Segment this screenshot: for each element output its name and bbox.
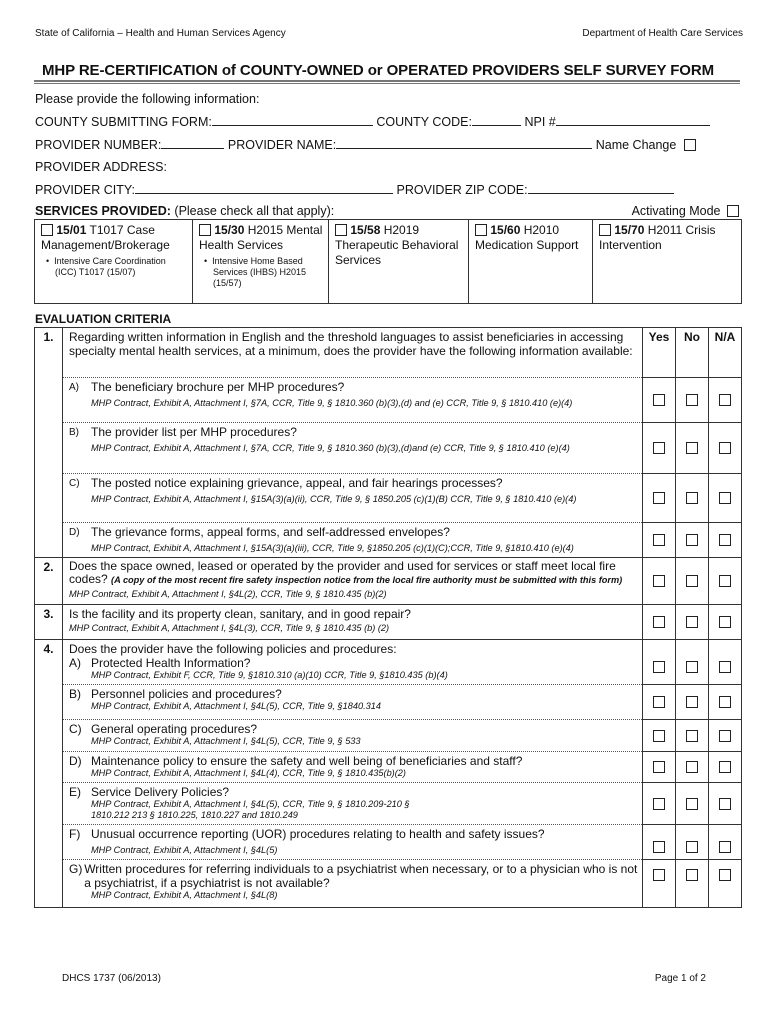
provider-zip-label: PROVIDER ZIP CODE: [396,183,528,197]
sub-reference: MHP Contract, Exhibit A, Attachment I, §4L(8) [91,890,278,900]
na-checkbox[interactable] [719,492,731,504]
no-checkbox[interactable] [686,661,698,673]
question-text [63,328,643,378]
no-checkbox[interactable] [686,841,698,853]
sub-label: D) [69,527,80,538]
question-row-4f [35,825,742,860]
no-checkbox[interactable] [686,730,698,742]
na-checkbox[interactable] [719,616,731,628]
page-number: Page 1 of 2 [654,973,706,984]
intro-text: Please provide the following information: [35,92,260,106]
question-row-1b [35,423,742,474]
col-no: No [676,328,709,378]
service-15-60 [469,220,593,304]
county-code-label: COUNTY CODE: [376,115,472,129]
yes-checkbox[interactable] [653,730,665,742]
question-2-reference: MHP Contract, Exhibit A, Attachment I, §4L(2), CCR, Title 9, § 1810.435 (b)(2) [69,589,387,599]
provider-number-label: PROVIDER NUMBER: [35,138,162,152]
npi-field[interactable] [556,115,710,126]
service-subitem-text: Intensive Care Coordination (ICC) T1017 (15/07) [54,256,166,277]
yes-checkbox[interactable] [653,761,665,773]
evaluation-table [34,327,742,908]
yes-checkbox[interactable] [653,534,665,546]
sub-label: C) [69,722,82,736]
row-county [35,115,710,129]
no-checkbox[interactable] [686,761,698,773]
no-checkbox[interactable] [686,492,698,504]
yes-checkbox[interactable] [653,442,665,454]
service-15-58 [329,220,469,304]
question-row-4a [35,640,742,685]
sub-label: B) [69,687,81,701]
col-yes: Yes [643,328,676,378]
service-15-70-checkbox[interactable] [599,224,611,236]
question-number: 4. [35,640,63,685]
question-row-1 [35,328,742,378]
sub-text: Maintenance policy to ensure the safety and well being of beneficiaries and staff? [91,754,523,768]
services-table [34,219,742,304]
service-code: 15/60 [490,223,521,237]
question-3-reference: MHP Contract, Exhibit A, Attachment I, §4L(3), CCR, Title 9, § 1810.435 (b) (2) [69,623,390,633]
sub-label: E) [69,785,81,799]
na-checkbox[interactable] [719,442,731,454]
services-instruction: (Please check all that apply): [174,204,335,218]
service-code: 15/70 [614,223,645,237]
sub-reference: MHP Contract, Exhibit A, Attachment I, §7A, CCR, Title 9, § 1810.360 (b)(3),(d) and (e) CCR, Title 9, § 1810.410 (e)(4) [91,398,573,408]
sub-text: The posted notice explaining grievance, appeal, and fair hearings processes? [91,476,503,490]
sub-text: General operating procedures? [91,722,258,736]
yes-checkbox[interactable] [653,394,665,406]
yes-checkbox[interactable] [653,492,665,504]
question-1-text: Regarding written information in English and the threshold languages to assist beneficiaries in accessing specialty mental health services, at a minimum, does the provider have the following information available: [69,330,633,358]
service-code: 15/58 [350,223,381,237]
provider-name-field[interactable] [336,138,592,149]
no-checkbox[interactable] [686,442,698,454]
sub-label: B) [69,427,79,438]
na-checkbox[interactable] [719,869,731,881]
sub-text: The provider list per MHP procedures? [91,425,297,439]
service-15-01-checkbox[interactable] [41,224,53,236]
no-checkbox[interactable] [686,394,698,406]
sub-label: A) [69,656,81,670]
question-number: 1. [35,328,63,378]
no-checkbox[interactable] [686,534,698,546]
sub-text: Unusual occurrence reporting (UOR) procedures relating to health and safety issues? [91,827,545,841]
question-4-text: Does the provider have the following policies and procedures: [69,642,397,656]
service-15-01 [35,220,193,304]
sub-reference: MHP Contract, Exhibit A, Attachment I, §4L(5), CCR, Title 9, §1840.314 [91,701,381,711]
provider-zip-field[interactable] [528,183,674,194]
col-na: N/A [709,328,742,378]
no-checkbox[interactable] [686,616,698,628]
service-15-30 [193,220,329,304]
npi-label: NPI # [524,115,556,129]
service-desc: H2015 Mental Health Services [199,223,323,252]
na-checkbox[interactable] [719,798,731,810]
yes-checkbox[interactable] [653,696,665,708]
question-3-text: Is the facility and its property clean, sanitary, and in good repair? [69,607,411,621]
service-subitem: • Intensive Care Coordination (ICC) T1017 (15/07) [46,256,166,277]
question-row-4d [35,752,742,783]
na-checkbox[interactable] [719,661,731,673]
service-desc: H2011 Crisis Intervention [599,223,716,252]
title-rule-thin [34,83,740,84]
county-submitting-field[interactable] [212,115,373,126]
question-row-1c [35,474,742,523]
sub-text: The beneficiary brochure per MHP procedures? [91,380,345,394]
service-15-60-checkbox[interactable] [475,224,487,236]
service-code: 15/30 [214,223,245,237]
county-submitting-label: COUNTY SUBMITTING FORM: [35,115,212,129]
sub-reference: MHP Contract, Exhibit F, CCR, Title 9, §1810.310 (a)(10) CCR, Title 9, §1810.435 (b)(4) [91,670,448,680]
county-code-field[interactable] [472,115,521,126]
sub-label: D) [69,754,82,768]
service-15-70 [593,220,742,304]
na-checkbox[interactable] [719,841,731,853]
na-checkbox[interactable] [719,575,731,587]
no-checkbox[interactable] [686,696,698,708]
sub-reference: MHP Contract, Exhibit A, Attachment I, §4L(4), CCR, Title 9, § 1810.435(b)(2) [91,768,406,778]
na-checkbox[interactable] [719,761,731,773]
yes-checkbox[interactable] [653,661,665,673]
service-code: 15/01 [56,223,87,237]
service-desc: T1017 Case Management/Brokerage [41,223,170,252]
service-desc: H2010 Medication Support [475,223,579,252]
sub-text: Service Delivery Policies? [91,785,230,799]
sub-label: F) [69,827,81,841]
row-address [35,160,167,174]
sub-label: G) [69,862,83,876]
question-row-4c [35,720,742,752]
sub-reference: MHP Contract, Exhibit A, Attachment I, §7A, CCR, Title 9, § 1810.360 (b)(3),(d)and (e) CCR, Title 9, § 1810.410 (e)(4) [91,443,570,453]
yes-checkbox[interactable] [653,869,665,881]
question-row-1d [35,523,742,558]
sub-text: Written procedures for referring individuals to a psychiatrist when necessary, or to a physician who is not a psychiatrist, if a psychiatrist is not available? [84,862,638,890]
provider-city-label: PROVIDER CITY: [35,183,136,197]
evaluation-heading: EVALUATION CRITERIA [35,312,172,326]
yes-checkbox[interactable] [653,575,665,587]
row-city [35,183,674,197]
question-2-note: (A copy of the most recent fire safety inspection notice from the local fire authority must be submitted with this form) [111,575,623,585]
row-provider [35,138,696,152]
question-row-1a [35,378,742,423]
question-row-4b [35,685,742,720]
yes-checkbox[interactable] [653,841,665,853]
service-subitem: • Intensive Home Based Services (IHBS) H2015 (15/57) [204,256,307,288]
na-checkbox[interactable] [719,394,731,406]
no-checkbox[interactable] [686,869,698,881]
service-15-58-checkbox[interactable] [335,224,347,236]
yes-checkbox[interactable] [653,798,665,810]
department-header: Department of Health Care Services [582,28,743,39]
question-row-4g [35,860,742,908]
activating-mode [632,204,739,218]
services-label: SERVICES PROVIDED: [35,204,171,218]
form-id: DHCS 1737 (06/2013) [62,973,161,984]
service-15-30-checkbox[interactable] [199,224,211,236]
question-number: 3. [35,605,63,640]
question-row-2 [35,558,742,605]
sub-label: C) [69,478,80,489]
sub-reference: MHP Contract, Exhibit A, Attachment I, §15A(3)(a)(iii), CCR, Title 9, §1850.205 (c)(1)(C);CCR, Title 9, §1810.410 (e)(4) [91,543,574,553]
sub-text: The grievance forms, appeal forms, and self-addressed envelopes? [91,525,450,539]
service-desc: H2019 Therapeutic Behavioral Services [335,223,459,267]
sub-reference: MHP Contract, Exhibit A, Attachment I, §4L(5), CCR, Title 9, § 533 [91,736,361,746]
provider-number-field[interactable] [161,138,224,149]
yes-checkbox[interactable] [653,616,665,628]
no-checkbox[interactable] [686,575,698,587]
provider-address-label: PROVIDER ADDRESS: [35,160,167,174]
sub-label: A) [69,382,79,393]
question-number: 2. [35,558,63,605]
question-2-text: Does the space owned, leased or operated by the provider and used for services or staff meet local fire codes? [69,559,616,586]
sub-reference: MHP Contract, Exhibit A, Attachment I, §4L(5) [91,845,278,855]
sub-reference: MHP Contract, Exhibit A, Attachment I, §4L(5), CCR, Title 9, § 1810.209-210 § 1810.212 213 § 1810.225, 1810.227 and 1810.249 [91,799,410,820]
sub-reference: MHP Contract, Exhibit A, Attachment I, §15A(3)(a)(ii), CCR, Title 9, § 1850.205 (c)(1)(B) CCR, Title 9, § 1810.410 (e)(4) [91,494,577,504]
form-title: MHP RE-CERTIFICATION of COUNTY-OWNED or OPERATED PROVIDERS SELF SURVEY FORM [42,62,714,79]
no-checkbox[interactable] [686,798,698,810]
question-row-4e [35,783,742,825]
sub-text: Personnel policies and procedures? [91,687,282,701]
services-heading [35,204,334,218]
activating-mode-label: Activating Mode [631,204,721,218]
na-checkbox[interactable] [719,534,731,546]
provider-name-label: PROVIDER NAME: [227,138,337,152]
title-rule [34,80,740,82]
sub-text: Protected Health Information? [91,656,251,670]
service-subitem-text: Intensive Home Based Services (IHBS) H2015 (15/57) [212,256,307,288]
question-row-3 [35,605,742,640]
name-change-checkbox[interactable] [684,139,696,151]
name-change-label: Name Change [595,138,677,152]
na-checkbox[interactable] [719,696,731,708]
provider-city-field[interactable] [135,183,393,194]
agency-header: State of California – Health and Human Services Agency [35,28,286,39]
na-checkbox[interactable] [719,730,731,742]
activating-mode-checkbox[interactable] [727,205,739,217]
